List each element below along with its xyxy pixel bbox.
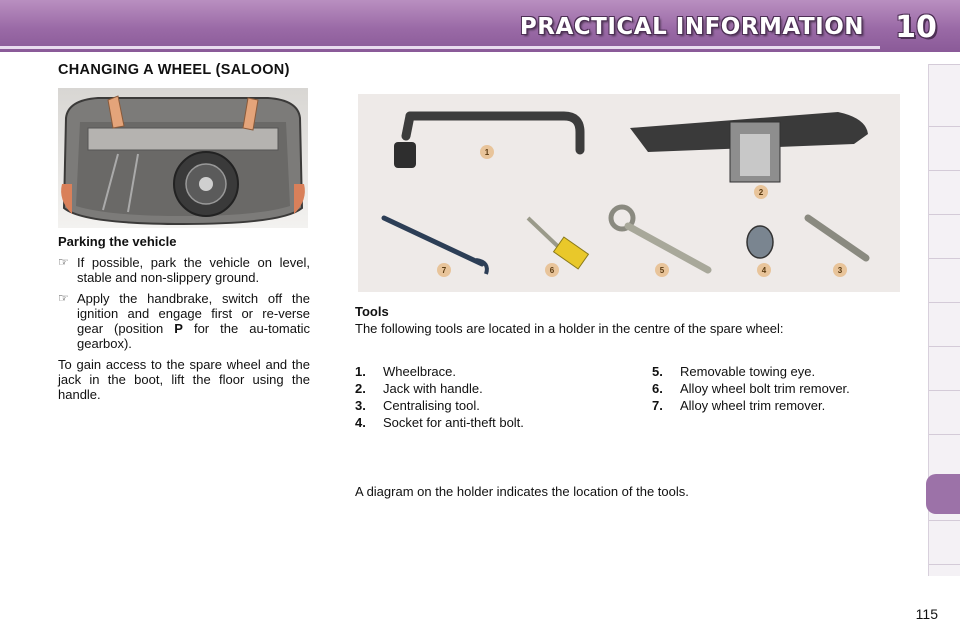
tool-item: 1. Wheelbrace. bbox=[355, 364, 456, 379]
svg-text:6: 6 bbox=[549, 266, 555, 275]
page-number: 115 bbox=[915, 606, 938, 622]
tool-item: 5. Removable towing eye. bbox=[652, 364, 816, 379]
header-stripe bbox=[0, 46, 880, 49]
svg-text:1: 1 bbox=[484, 148, 490, 157]
chapter-title: PRACTICAL INFORMATION bbox=[519, 14, 864, 40]
svg-text:2: 2 bbox=[758, 188, 764, 197]
parking-instructions bbox=[58, 234, 310, 402]
tools-footnote: A diagram on the holder indicates the location of the tools. bbox=[355, 484, 689, 499]
active-chapter-tab[interactable] bbox=[926, 474, 960, 514]
pointing-hand-icon: ☞ bbox=[58, 291, 69, 305]
tools-heading: Tools bbox=[355, 304, 389, 319]
parking-heading: Parking the vehicle bbox=[58, 234, 177, 249]
tool-item: 3. Centralising tool. bbox=[355, 398, 480, 413]
chapter-number-badge: 10 bbox=[895, 9, 937, 45]
svg-text:4: 4 bbox=[761, 266, 767, 275]
tool-item: 6. Alloy wheel bolt trim remover. bbox=[652, 381, 850, 396]
tools-intro: The following tools are located in a holder in the centre of the spare wheel: bbox=[355, 321, 784, 336]
boot-spare-wheel-illustration bbox=[58, 88, 308, 228]
svg-text:5: 5 bbox=[659, 266, 665, 275]
tool-item: 7. Alloy wheel trim remover. bbox=[652, 398, 826, 413]
section-title: CHANGING A WHEEL (SALOON) bbox=[58, 62, 290, 78]
tool-list-left bbox=[355, 363, 524, 431]
svg-text:3: 3 bbox=[837, 266, 843, 275]
tool-item: 2. Jack with handle. bbox=[355, 381, 483, 396]
boot-access-paragraph: To gain access to the spare wheel and the jack in the boot, lift the floor using the handle. bbox=[58, 357, 310, 402]
svg-text:7: 7 bbox=[441, 266, 447, 275]
header-band bbox=[0, 0, 960, 52]
tools-illustration bbox=[358, 94, 900, 292]
tool-item: 4. Socket for anti-theft bolt. bbox=[355, 415, 524, 430]
parking-bullet: ☞ Apply the handbrake, switch off the ignition and engage first or re-verse gear (position P for the au-tomatic gearbox). bbox=[58, 291, 310, 351]
pointing-hand-icon: ☞ bbox=[58, 255, 69, 269]
tool-list-right bbox=[652, 363, 850, 414]
parking-bullet: ☞ If possible, park the vehicle on level, stable and non-slippery ground. bbox=[58, 255, 310, 285]
